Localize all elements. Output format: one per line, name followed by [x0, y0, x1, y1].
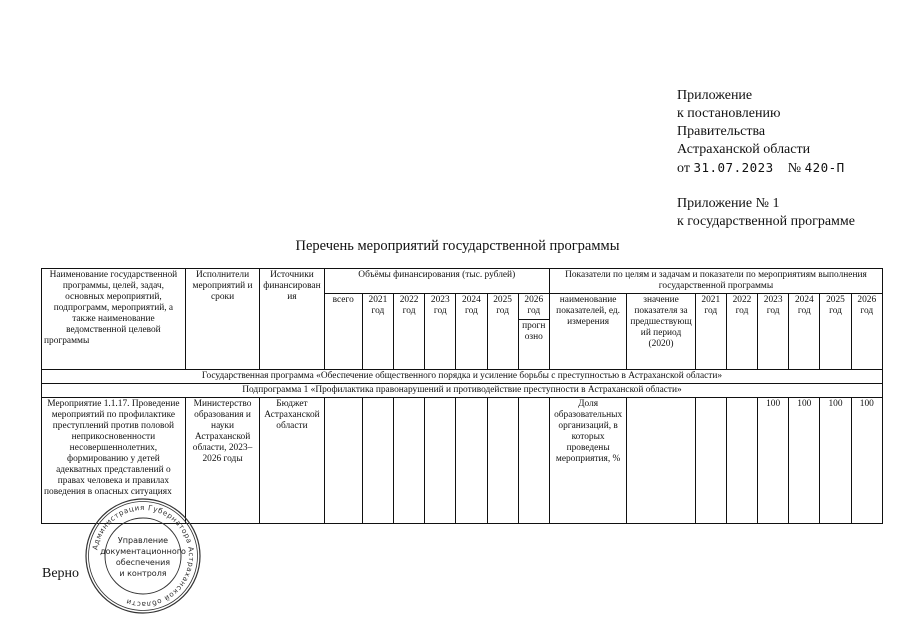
verno-label: Верно — [42, 566, 80, 581]
stamp-line: документационного — [100, 547, 186, 556]
subprogram-row: Подпрограмма 1 «Профилактика правонарушений и противодействие преступности в Астраханской области» — [42, 384, 883, 398]
document-title: Перечень мероприятий государственной программы — [295, 238, 620, 254]
header-indicator-name: наименование показателей, ед. измерения — [549, 294, 626, 370]
stamp-line: и контроля — [119, 569, 167, 578]
official-stamp — [84, 497, 202, 615]
header-year: 2026 год — [518, 294, 549, 320]
header-forecast: прогнозно — [518, 320, 549, 370]
date-prefix: от — [677, 161, 690, 176]
appendix-line: Приложение — [677, 88, 753, 103]
indicator-value-cell: 100 — [758, 398, 789, 524]
measure-indicator-value — [627, 398, 695, 524]
header-ind-year: 2023 год — [758, 294, 789, 370]
header-ind-year: 2024 год — [789, 294, 820, 370]
svg-text:Администрация Губернатора Астр: Администрация Губернатора Астраханской области — [90, 502, 197, 610]
measure-source: Бюджет Астраханской области — [260, 398, 324, 524]
appendix-block — [677, 87, 855, 231]
appendix-date-line — [677, 159, 855, 178]
stamp-line: Управление — [117, 536, 169, 545]
funding-cell — [394, 398, 425, 524]
header-funding: Объёмы финансирования (тыс. рублей) — [324, 269, 549, 294]
header-ind-year: 2022 год — [726, 294, 757, 370]
funding-cell — [324, 398, 362, 524]
funding-cell — [518, 398, 549, 524]
indicator-value-cell: 100 — [820, 398, 851, 524]
appendix-line: Астраханской области — [677, 142, 811, 157]
header-ind-year: 2025 год — [820, 294, 851, 370]
resolution-number: 420-П — [804, 160, 845, 175]
indicator-value-cell: 100 — [851, 398, 882, 524]
appendix-line: к постановлению — [677, 106, 781, 121]
measure-indicator-name: Доля образовательных организаций, в которых проведены мероприятия, % — [549, 398, 626, 524]
header-sources: Источники финансирования — [260, 269, 324, 370]
indicator-value-cell — [695, 398, 726, 524]
header-year: 2023 год — [425, 294, 456, 370]
funding-cell — [425, 398, 456, 524]
stamp-line: обеспечения — [115, 558, 171, 567]
header-year: 2025 год — [487, 294, 518, 370]
indicator-value-cell — [726, 398, 757, 524]
number-sign: № — [787, 161, 802, 176]
measures-table — [41, 268, 883, 524]
program-row: Государственная программа «Обеспечение общественного порядка и усиление борьбы с преступностью в Астраханской области» — [42, 370, 883, 384]
measure-name: Мероприятие 1.1.17. Проведение мероприятий по профилактике преступлений против половой неприкосновенности несовершеннолетних, формированию у детей адекватных представлений о правах человека и правилах поведения в опасных ситуациях — [42, 398, 186, 524]
header-year: 2022 год — [394, 294, 425, 370]
header-indicators: Показатели по целям и задачам и показатели по мероприятиям выполнения государственной программы — [549, 269, 882, 294]
resolution-date: 31.07.2023 — [693, 160, 774, 175]
indicator-value-cell: 100 — [789, 398, 820, 524]
measure-executor: Министерство образования и науки Астраханской области, 2023–2026 годы — [185, 398, 259, 524]
header-indicator-value: значение показателя за предшествующий период (2020) — [627, 294, 695, 370]
appendix-line: Правительства — [677, 124, 766, 139]
appendix-line: Приложение № 1 — [677, 196, 780, 211]
header-total: всего — [324, 294, 362, 370]
header-year: 2021 год — [362, 294, 393, 370]
header-ind-year: 2026 год — [851, 294, 882, 370]
appendix-line: к государственной программе — [677, 214, 855, 229]
funding-cell — [456, 398, 487, 524]
header-executors: Исполнители мероприятий и сроки — [185, 269, 259, 370]
funding-cell — [362, 398, 393, 524]
funding-cell — [487, 398, 518, 524]
header-ind-year: 2021 год — [695, 294, 726, 370]
header-year: 2024 год — [456, 294, 487, 370]
header-name: Наименование государственной программы, целей, задач, основных мероприятий, подпрограмм, мероприятий, а также наименование ведомственной целевой программы — [42, 269, 186, 370]
